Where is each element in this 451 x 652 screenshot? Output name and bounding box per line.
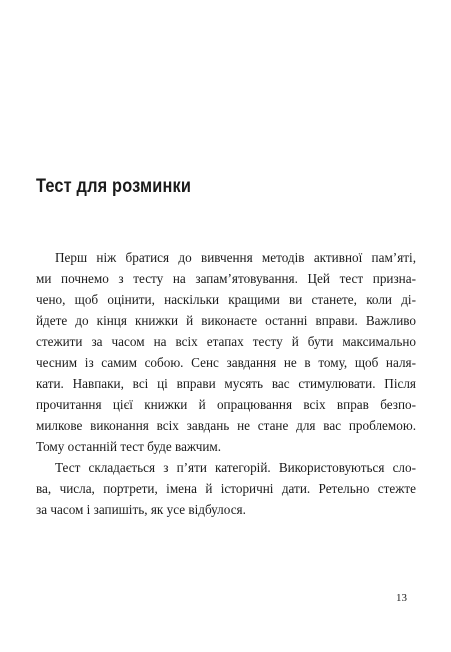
- page-number: 13: [396, 592, 407, 604]
- text-line: ми почнемо з тесту на запам’ятовування. Цей тест призна-: [36, 271, 416, 286]
- text-line: ва, числа, портрети, імена й історичні дати. Ретельно стежте: [36, 481, 416, 496]
- text-line: Тому останній тест буде важчим.: [36, 439, 222, 454]
- text-line: милкове виконання всіх завдань не стане для вас проблемою.: [36, 418, 416, 433]
- section-heading: Тест для розминки: [36, 176, 192, 197]
- text-line: прочитання цієї книжки й опрацювання всіх вправ безпо-: [36, 397, 416, 412]
- text-line: йдете до кінця книжки й виконаєте останні вправи. Важливо: [36, 313, 416, 328]
- paragraph: [36, 247, 416, 457]
- text-line: стежити за часом на всіх етапах тесту й бути максимально: [36, 334, 416, 349]
- text-line: кати. Навпаки, всі ці вправи мусять вас стимулювати. Після: [36, 376, 416, 391]
- text-line: чесним із самим собою. Сенс завдання не в тому, щоб наля-: [36, 355, 416, 370]
- text-line: Перш ніж братися до вивчення методів активної пам’яті,: [55, 250, 416, 265]
- text-line: Тест складається з п’яти категорій. Використовуються сло-: [55, 460, 416, 475]
- text-line: за часом і запишіть, як усе відбулося.: [36, 502, 246, 517]
- paragraph: [36, 457, 416, 520]
- text-line: чено, щоб оцінити, наскільки кращими ви станете, коли ді-: [36, 292, 416, 307]
- body-text: [36, 247, 416, 520]
